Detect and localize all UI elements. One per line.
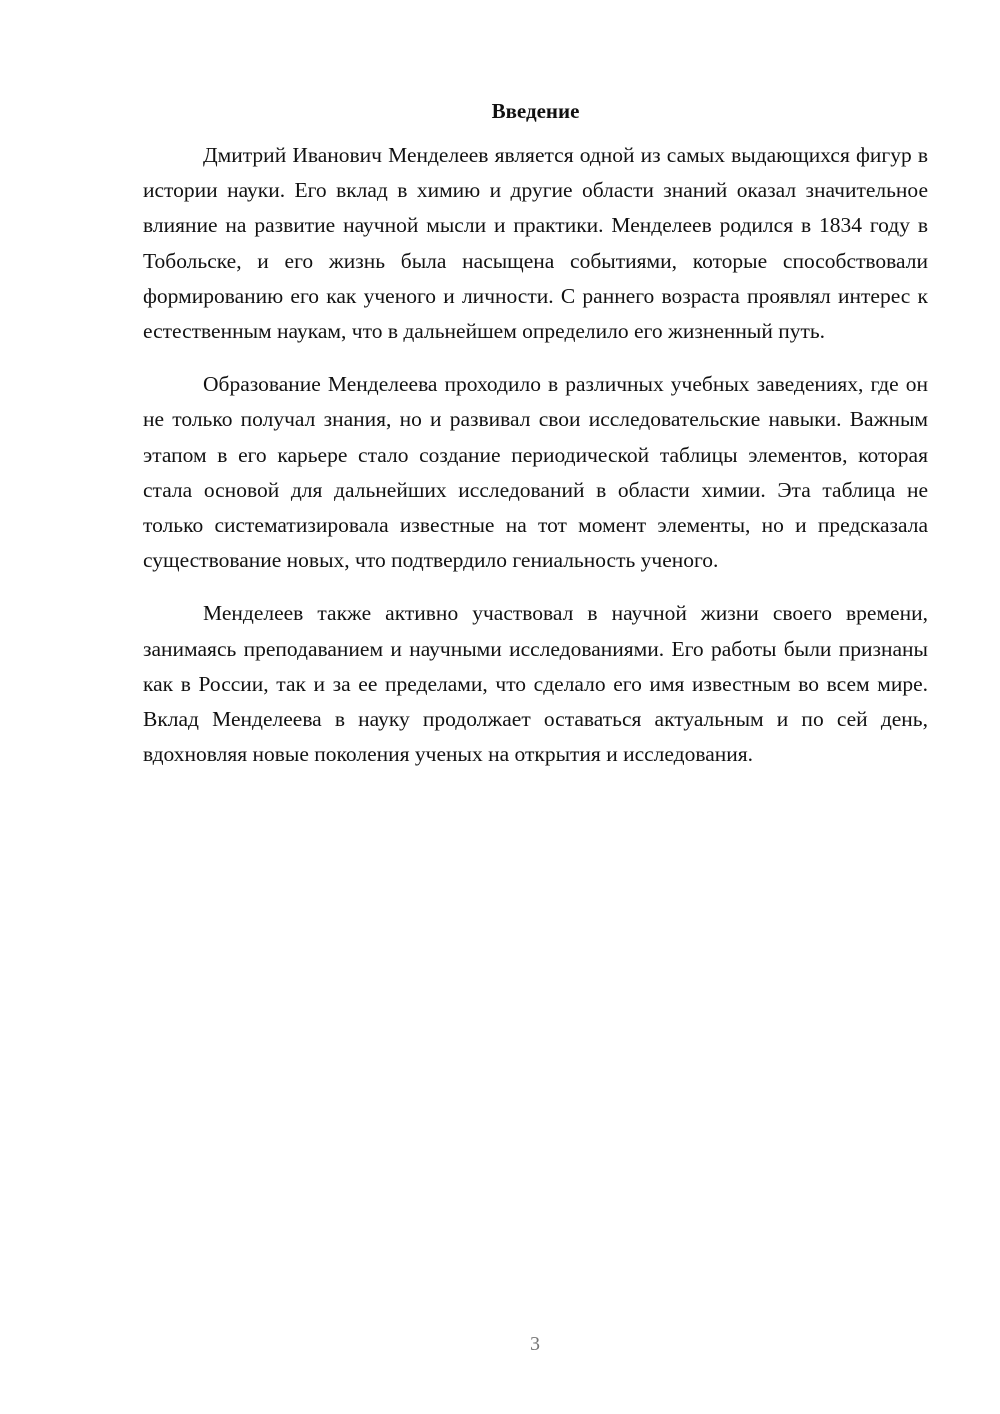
document-body (143, 96, 928, 790)
section-title: Введение (491, 99, 580, 123)
paragraph-3: Менделеев также активно участвовал в научной жизни своего времени, занимаясь преподаванием и научными исследованиями. Его работы были признаны как в России, так и за ее пределами, что сделало его имя известным во всем мире. Вклад Менделеева в науку продолжает оставаться актуальным и по сей день, вдохновляя новые поколения ученых на открытия и исследования. (143, 601, 928, 767)
paragraph-1: Дмитрий Иванович Менделеев является одной из самых выдающихся фигур в истории науки. Его вклад в химию и другие области знаний оказал значительное влияние на развитие научной мысли и практики. Менделеев родился в 1834 году в Тобольске, и его жизнь была насыщена событиями, которые способствовали формированию его как ученого и личности. С раннего возраста проявлял интерес к естественным наукам, что в дальнейшем определило его жизненный путь. (143, 143, 928, 344)
page-number: 3 (530, 1333, 540, 1355)
paragraph-2: Образование Менделеева проходило в различных учебных заведениях, где он не только получал знания, но и развивал свои исследовательские навыки. Важным этапом в его карьере стало создание периодической таблицы элементов, которая стала основой для дальнейших исследований в области химии. Эта таблица не только систематизировала известные на тот момент элементы, но и предсказала существование новых, что подтвердило гениальность ученого. (143, 372, 928, 573)
